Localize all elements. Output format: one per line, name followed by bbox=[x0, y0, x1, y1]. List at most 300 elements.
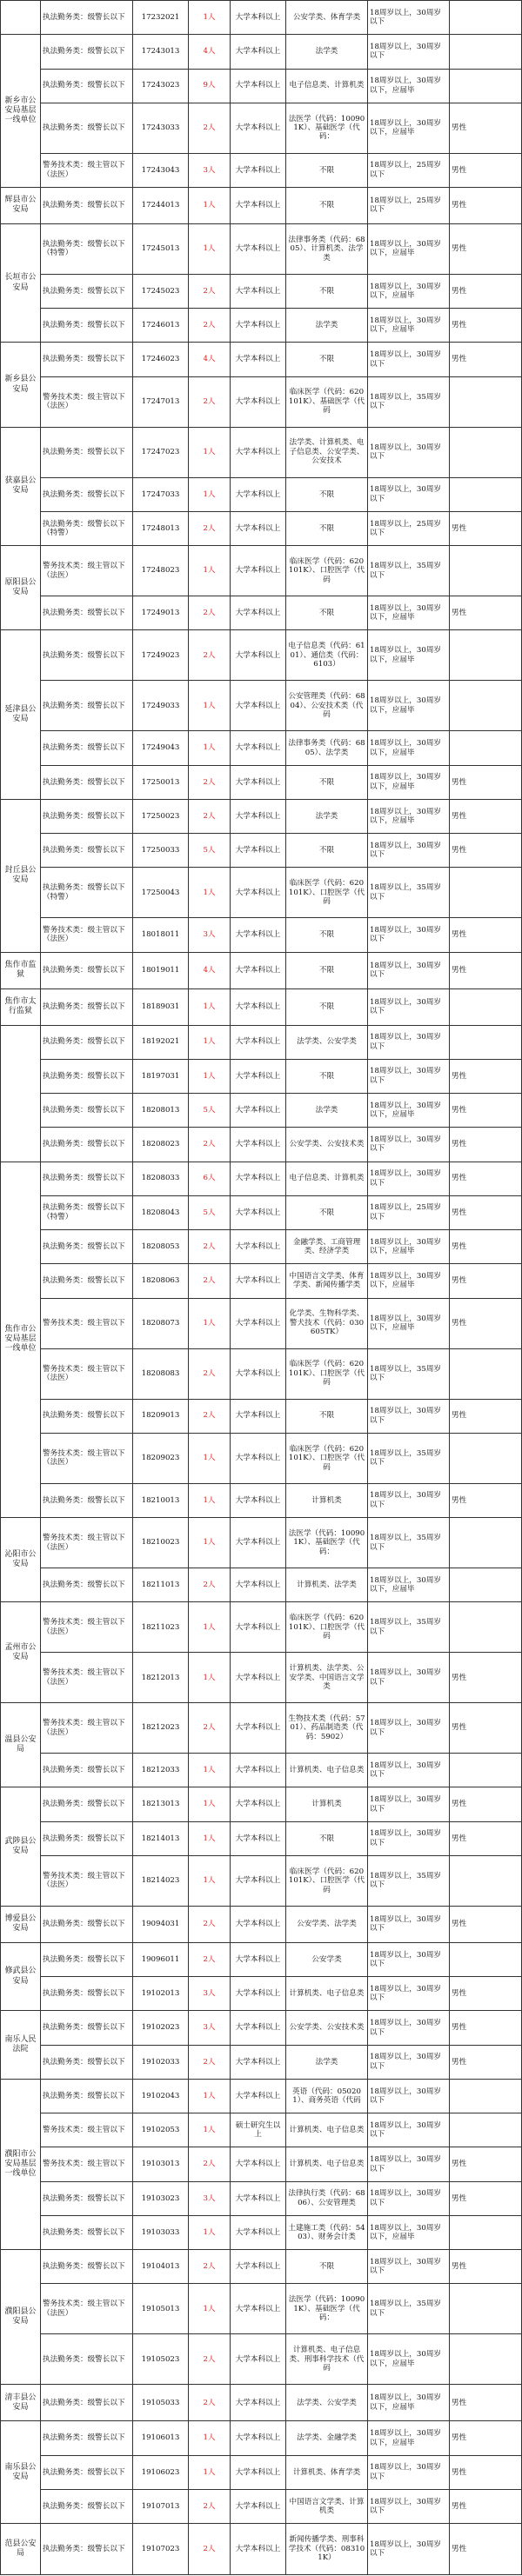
unit-name-cell: 焦作市公安局基层一线单位 bbox=[1, 1162, 41, 1517]
education-cell: 大学本科以上 bbox=[231, 799, 286, 833]
code-cell: 17243033 bbox=[133, 103, 189, 153]
table-row bbox=[1, 2489, 522, 2523]
table-row bbox=[1, 511, 522, 545]
count-cell: 2人 bbox=[189, 2147, 231, 2181]
code-cell: 19102013 bbox=[133, 1977, 189, 2011]
education-cell: 大学本科以上 bbox=[231, 2045, 286, 2079]
post-cell: 执法勤务类：级警长以下 bbox=[41, 1162, 133, 1195]
major-cell: 法学类 bbox=[286, 2045, 368, 2079]
table-row bbox=[1, 343, 522, 376]
code-cell: 19094031 bbox=[133, 1906, 189, 1942]
major-cell: 不限 bbox=[286, 1821, 368, 1855]
age-cell: 18周岁以上，30周岁以下 bbox=[368, 1787, 450, 1821]
requirement-cell: 男性 bbox=[450, 1195, 522, 1229]
requirement-cell bbox=[450, 630, 522, 681]
major-cell: 不限 bbox=[286, 274, 368, 308]
education-cell: 大学本科以上 bbox=[231, 1754, 286, 1787]
education-cell: 大学本科以上 bbox=[231, 1787, 286, 1821]
code-cell: 18208043 bbox=[133, 1195, 189, 1229]
table-row bbox=[1, 1787, 522, 1821]
requirement-cell: 男性 bbox=[450, 2181, 522, 2215]
code-cell: 18019011 bbox=[133, 952, 189, 988]
table-row bbox=[1, 2250, 522, 2284]
code-cell: 18210013 bbox=[133, 1483, 189, 1517]
code-cell: 18192021 bbox=[133, 1025, 189, 1059]
table-row bbox=[1, 2284, 522, 2334]
count-cell: 2人 bbox=[189, 799, 231, 833]
table-row bbox=[1, 2215, 522, 2249]
requirement-cell: 男性 bbox=[450, 2250, 522, 2284]
post-cell: 执法勤务类：级警长以下 bbox=[41, 1906, 133, 1942]
age-cell: 18周岁以上，30周岁以下 bbox=[368, 2079, 450, 2113]
major-cell: 法学类 bbox=[286, 1094, 368, 1128]
age-cell: 18周岁以上，35周岁以下 bbox=[368, 1602, 450, 1653]
education-cell: 大学本科以上 bbox=[231, 834, 286, 868]
education-cell: 大学本科以上 bbox=[231, 2250, 286, 2284]
post-cell: 警务技术类：级主管以下 bbox=[41, 1298, 133, 1348]
count-cell: 1人 bbox=[189, 2215, 231, 2249]
table-row bbox=[1, 2455, 522, 2489]
unit-name-cell: 温县公安局 bbox=[1, 1703, 41, 1787]
post-cell: 执法勤务类：级警长以下 bbox=[41, 1399, 133, 1433]
major-cell: 不限 bbox=[286, 477, 368, 511]
count-cell: 4人 bbox=[189, 343, 231, 376]
count-cell: 1人 bbox=[189, 1483, 231, 1517]
education-cell: 大学本科以上 bbox=[231, 274, 286, 308]
code-cell: 19104013 bbox=[133, 2250, 189, 2284]
age-cell: 18周岁以上，30周岁以下 bbox=[368, 988, 450, 1025]
education-cell: 大学本科以上 bbox=[231, 1399, 286, 1433]
education-cell: 大学本科以上 bbox=[231, 1483, 286, 1517]
count-cell: 1人 bbox=[189, 1518, 231, 1568]
table-row bbox=[1, 2334, 522, 2385]
code-cell: 19106023 bbox=[133, 2455, 189, 2489]
age-cell: 18周岁以上，30周岁以下，应届毕 bbox=[368, 731, 450, 765]
code-cell: 18212033 bbox=[133, 1754, 189, 1787]
education-cell: 大学本科以上 bbox=[231, 309, 286, 343]
education-cell: 大学本科以上 bbox=[231, 1855, 286, 1906]
post-cell: 执法勤务类：级警长以下 bbox=[41, 988, 133, 1025]
education-cell: 大学本科以上 bbox=[231, 1821, 286, 1855]
code-cell: 19107023 bbox=[133, 2524, 189, 2575]
requirement-cell: 男性 bbox=[450, 2147, 522, 2181]
code-cell: 19103023 bbox=[133, 2181, 189, 2215]
education-cell: 大学本科以上 bbox=[231, 1433, 286, 1483]
count-cell: 4人 bbox=[189, 35, 231, 69]
education-cell: 大学本科以上 bbox=[231, 2284, 286, 2334]
major-cell: 公安学类、公安技术类 bbox=[286, 1128, 368, 1162]
count-cell: 3人 bbox=[189, 1977, 231, 2011]
post-cell: 执法勤务类：级警长以下 bbox=[41, 2215, 133, 2249]
post-cell: 执法勤务类：级警长以下 bbox=[41, 2079, 133, 2113]
table-row bbox=[1, 2045, 522, 2079]
major-cell: 法医学（代码：100901K）、基础医学（代码： bbox=[286, 1518, 368, 1568]
post-cell: 执法勤务类：级警长以下 bbox=[41, 1230, 133, 1264]
post-cell: 执法勤务类：级警长以下 bbox=[41, 765, 133, 799]
post-cell: 警务技术类：级主管以下（法医） bbox=[41, 1703, 133, 1754]
unit-name-cell: 辉县市公安局 bbox=[1, 187, 41, 223]
post-cell: 执法勤务类：级警长以下 bbox=[41, 2421, 133, 2455]
age-cell: 18周岁以上，30周岁以下，应届毕 bbox=[368, 103, 450, 153]
major-cell: 临床医学（代码：620101K）、口腔医学（代码 bbox=[286, 1602, 368, 1653]
code-cell: 18197031 bbox=[133, 1059, 189, 1093]
code-cell: 18214023 bbox=[133, 1855, 189, 1906]
age-cell: 18周岁以上，35周岁以下 bbox=[368, 1855, 450, 1906]
requirement-cell: 男性 bbox=[450, 1653, 522, 1703]
major-cell: 不限 bbox=[286, 2250, 368, 2284]
code-cell: 19103013 bbox=[133, 2147, 189, 2181]
post-cell: 执法勤务类：级警长以下 bbox=[41, 2455, 133, 2489]
major-cell: 不限 bbox=[286, 834, 368, 868]
count-cell: 1人 bbox=[189, 1855, 231, 1906]
age-cell: 18周岁以上，30周岁以下，应届毕 bbox=[368, 223, 450, 274]
major-cell: 计算机类 bbox=[286, 1787, 368, 1821]
requirement-cell bbox=[450, 1942, 522, 1976]
table-row bbox=[1, 477, 522, 511]
post-cell: 警务技术类：级主管以下（法医） bbox=[41, 376, 133, 427]
post-cell: 执法勤务类：级警长以下 bbox=[41, 2045, 133, 2079]
requirement-cell: 男性 bbox=[450, 1821, 522, 1855]
count-cell: 1人 bbox=[189, 1298, 231, 1348]
table-row bbox=[1, 1483, 522, 1517]
count-cell: 2人 bbox=[189, 2385, 231, 2421]
age-cell: 18周岁以上，30周岁以下 bbox=[368, 1653, 450, 1703]
count-cell: 1人 bbox=[189, 1059, 231, 1093]
major-cell: 中国语言文学类、计算机类 bbox=[286, 2489, 368, 2523]
age-cell: 18周岁以上，30周岁以下 bbox=[368, 427, 450, 477]
major-cell: 中国语言文学类、体育学类、新闻传播学类 bbox=[286, 1264, 368, 1298]
code-cell: 17245013 bbox=[133, 223, 189, 274]
table-row bbox=[1, 2421, 522, 2455]
post-cell: 警务技术类：级主管以下（法医） bbox=[41, 1653, 133, 1703]
requirement-cell: 男性 bbox=[450, 1787, 522, 1821]
recruitment-table-body bbox=[1, 1, 522, 2575]
age-cell: 18周岁以上，30周岁以下 bbox=[368, 1128, 450, 1162]
unit-name-cell bbox=[1, 1025, 41, 1162]
age-cell: 18周岁以上，30周岁以下 bbox=[368, 1942, 450, 1976]
education-cell: 大学本科以上 bbox=[231, 1703, 286, 1754]
requirement-cell: 男性 bbox=[450, 1059, 522, 1093]
table-row bbox=[1, 868, 522, 918]
age-cell: 18周岁以上，30周岁以下 bbox=[368, 1162, 450, 1195]
major-cell: 临床医学（代码：620101K）、口腔医学（代码 bbox=[286, 868, 368, 918]
major-cell: 法医学（代码：100901K）、基础医学（代码： bbox=[286, 103, 368, 153]
post-cell: 执法勤务类：级警长以下 bbox=[41, 1787, 133, 1821]
requirement-cell bbox=[450, 1433, 522, 1483]
unit-name-cell: 清丰县公安局 bbox=[1, 2385, 41, 2421]
requirement-cell bbox=[450, 69, 522, 103]
requirement-cell: 男性 bbox=[450, 1703, 522, 1754]
requirement-cell: 男性 bbox=[450, 1264, 522, 1298]
age-cell: 18周岁以上，30周岁以下，应届毕 bbox=[368, 596, 450, 630]
major-cell: 法学类、金融学类 bbox=[286, 2421, 368, 2455]
requirement-cell bbox=[450, 681, 522, 731]
age-cell: 18周岁以上，30周岁以下，应届毕 bbox=[368, 69, 450, 103]
education-cell: 大学本科以上 bbox=[231, 153, 286, 187]
major-cell: 生物技术类（代码：5701）、药品制造类（代码：5902） bbox=[286, 1703, 368, 1754]
major-cell: 不限 bbox=[286, 1399, 368, 1433]
post-cell: 执法勤务类：级警长以下 bbox=[41, 1025, 133, 1059]
code-cell: 19102053 bbox=[133, 2113, 189, 2147]
education-cell: 大学本科以上 bbox=[231, 1977, 286, 2011]
post-cell: 执法勤务类：级警长以下 bbox=[41, 2334, 133, 2385]
table-row bbox=[1, 1128, 522, 1162]
count-cell: 2人 bbox=[189, 630, 231, 681]
age-cell: 18周岁以上，30周岁以下，应届毕 bbox=[368, 2421, 450, 2455]
requirement-cell bbox=[450, 1602, 522, 1653]
post-cell: 执法勤务类：级警长以下 bbox=[41, 1059, 133, 1093]
code-cell: 19107013 bbox=[133, 2489, 189, 2523]
education-cell: 大学本科以上 bbox=[231, 1195, 286, 1229]
requirement-cell bbox=[450, 2113, 522, 2147]
table-row bbox=[1, 1348, 522, 1399]
major-cell: 法学类 bbox=[286, 309, 368, 343]
requirement-cell: 男性 bbox=[450, 511, 522, 545]
requirement-cell bbox=[450, 427, 522, 477]
code-cell: 17249013 bbox=[133, 596, 189, 630]
count-cell: 3人 bbox=[189, 2181, 231, 2215]
unit-name-cell: 焦作市太行监狱 bbox=[1, 988, 41, 1025]
count-cell: 5人 bbox=[189, 834, 231, 868]
count-cell: 2人 bbox=[189, 2250, 231, 2284]
major-cell: 计算机类、电子信息类、刑事科学技术（代码 bbox=[286, 2334, 368, 2385]
table-row bbox=[1, 1433, 522, 1483]
requirement-cell: 男性 bbox=[450, 1128, 522, 1162]
requirement-cell: 男性 bbox=[450, 1399, 522, 1433]
education-cell: 大学本科以上 bbox=[231, 1094, 286, 1128]
education-cell: 大学本科以上 bbox=[231, 1059, 286, 1093]
post-cell: 执法勤务类：级警长以下 bbox=[41, 69, 133, 103]
major-cell: 计算机类、电子信息类 bbox=[286, 1977, 368, 2011]
code-cell: 17232021 bbox=[133, 1, 189, 35]
code-cell: 17248023 bbox=[133, 546, 189, 596]
count-cell: 1人 bbox=[189, 427, 231, 477]
age-cell: 18周岁以上，30周岁以下，应届毕 bbox=[368, 630, 450, 681]
major-cell: 公安管理类（代码：6804）、公安技术类（代码 bbox=[286, 681, 368, 731]
post-cell: 执法勤务类：级警长以下 bbox=[41, 103, 133, 153]
age-cell: 18周岁以上，30周岁以下 bbox=[368, 1025, 450, 1059]
education-cell: 大学本科以上 bbox=[231, 223, 286, 274]
major-cell: 不限 bbox=[286, 187, 368, 223]
code-cell: 19102043 bbox=[133, 2079, 189, 2113]
age-cell: 18周岁以上，30周岁以下 bbox=[368, 1703, 450, 1754]
table-row bbox=[1, 1264, 522, 1298]
code-cell: 18209023 bbox=[133, 1433, 189, 1483]
count-cell: 2人 bbox=[189, 511, 231, 545]
age-cell: 18周岁以上，30周岁以下，应届毕 bbox=[368, 1298, 450, 1348]
code-cell: 17249033 bbox=[133, 681, 189, 731]
table-row bbox=[1, 1094, 522, 1128]
count-cell: 1人 bbox=[189, 1754, 231, 1787]
count-cell: 1人 bbox=[189, 731, 231, 765]
count-cell: 2人 bbox=[189, 596, 231, 630]
code-cell: 19096011 bbox=[133, 1942, 189, 1976]
post-cell: 执法勤务类：级警长以下 bbox=[41, 1128, 133, 1162]
table-row bbox=[1, 1977, 522, 2011]
age-cell: 18周岁以上，30周岁以下，应届毕 bbox=[368, 799, 450, 833]
code-cell: 18208053 bbox=[133, 1230, 189, 1264]
count-cell: 1人 bbox=[189, 2284, 231, 2334]
major-cell: 临床医学（代码：620101K）、口腔医学（代码 bbox=[286, 546, 368, 596]
unit-name-cell bbox=[1, 1, 41, 35]
requirement-cell: 男性 bbox=[450, 1162, 522, 1195]
age-cell: 18周岁以上，30周岁以下 bbox=[368, 1906, 450, 1942]
post-cell: 执法勤务类：级警长以下 bbox=[41, 2011, 133, 2045]
table-row bbox=[1, 2524, 522, 2575]
unit-name-cell: 新乡县公安局 bbox=[1, 343, 41, 427]
major-cell: 公安学类、体育学类 bbox=[286, 1, 368, 35]
code-cell: 18212023 bbox=[133, 1703, 189, 1754]
requirement-cell: 男性 bbox=[450, 2385, 522, 2421]
post-cell: 警务技术类：级主管以下（法医） bbox=[41, 918, 133, 952]
count-cell: 2人 bbox=[189, 2489, 231, 2523]
requirement-cell: 男性 bbox=[450, 343, 522, 376]
code-cell: 18211013 bbox=[133, 1568, 189, 1602]
age-cell: 18周岁以上，30周岁以下 bbox=[368, 477, 450, 511]
table-row bbox=[1, 1230, 522, 1264]
major-cell: 金融学类、工商管理类、经济学类 bbox=[286, 1230, 368, 1264]
major-cell: 不限 bbox=[286, 153, 368, 187]
table-row bbox=[1, 918, 522, 952]
age-cell: 18周岁以上，30周岁以下 bbox=[368, 2113, 450, 2147]
age-cell: 18周岁以上，30周岁以下 bbox=[368, 2181, 450, 2215]
education-cell: 大学本科以上 bbox=[231, 1128, 286, 1162]
education-cell: 大学本科以上 bbox=[231, 1162, 286, 1195]
code-cell: 19105033 bbox=[133, 2385, 189, 2421]
major-cell: 法律事务类（代码：6805）、法学类 bbox=[286, 731, 368, 765]
age-cell: 18周岁以上，30周岁以下 bbox=[368, 1754, 450, 1787]
post-cell: 执法勤务类：级警长以下 bbox=[41, 477, 133, 511]
post-cell: 执法勤务类：级警长以下 bbox=[41, 343, 133, 376]
post-cell: 执法勤务类：级警长以下 bbox=[41, 427, 133, 477]
requirement-cell: 男性 bbox=[450, 153, 522, 187]
count-cell: 1人 bbox=[189, 1602, 231, 1653]
code-cell: 18214013 bbox=[133, 1821, 189, 1855]
major-cell: 法医学（代码：100901K）、基础医学（代码： bbox=[286, 2284, 368, 2334]
unit-name-cell: 武陟县公安局 bbox=[1, 1787, 41, 1906]
education-cell: 大学本科以上 bbox=[231, 868, 286, 918]
code-cell: 17247033 bbox=[133, 477, 189, 511]
age-cell: 18周岁以上，30周岁以下 bbox=[368, 1, 450, 35]
table-row bbox=[1, 376, 522, 427]
table-row bbox=[1, 952, 522, 988]
post-cell: 执法勤务类：级警长以下（特警） bbox=[41, 1195, 133, 1229]
post-cell: 警务技术类：级主管以下（法医） bbox=[41, 1433, 133, 1483]
table-row bbox=[1, 1855, 522, 1906]
count-cell: 1人 bbox=[189, 681, 231, 731]
major-cell: 法学类 bbox=[286, 35, 368, 69]
age-cell: 18周岁以上，30周岁以下 bbox=[368, 2011, 450, 2045]
major-cell: 不限 bbox=[286, 1195, 368, 1229]
major-cell: 临床医学（代码：620101K）、口腔医学（代码 bbox=[286, 1348, 368, 1399]
post-cell: 执法勤务类：级警长以下 bbox=[41, 35, 133, 69]
education-cell: 大学本科以上 bbox=[231, 187, 286, 223]
education-cell: 大学本科以上 bbox=[231, 1298, 286, 1348]
education-cell: 大学本科以上 bbox=[231, 731, 286, 765]
count-cell: 3人 bbox=[189, 2011, 231, 2045]
count-cell: 3人 bbox=[189, 153, 231, 187]
major-cell: 新闻传播学类、刑事科学技术（代码：083101K） bbox=[286, 2524, 368, 2575]
table-row bbox=[1, 834, 522, 868]
table-row bbox=[1, 630, 522, 681]
code-cell: 19102023 bbox=[133, 2011, 189, 2045]
education-cell: 大学本科以上 bbox=[231, 630, 286, 681]
age-cell: 18周岁以上，30周岁以下，应届毕 bbox=[368, 2385, 450, 2421]
age-cell: 18周岁以上，30周岁以下，应届毕 bbox=[368, 1230, 450, 1264]
requirement-cell: 男性 bbox=[450, 1230, 522, 1264]
major-cell: 不限 bbox=[286, 596, 368, 630]
requirement-cell: 男性 bbox=[450, 1906, 522, 1942]
unit-name-cell: 孟州市公安局 bbox=[1, 1602, 41, 1703]
table-row bbox=[1, 1399, 522, 1433]
age-cell: 18周岁以上，30周岁以下 bbox=[368, 952, 450, 988]
education-cell: 硕士研究生以上 bbox=[231, 2113, 286, 2147]
major-cell: 不限 bbox=[286, 952, 368, 988]
post-cell: 执法勤务类：级警长以下（特警） bbox=[41, 223, 133, 274]
age-cell: 18周岁以上，30周岁以下 bbox=[368, 2524, 450, 2575]
requirement-cell: 男性 bbox=[450, 187, 522, 223]
age-cell: 18周岁以上，30周岁以下，应届毕 bbox=[368, 2334, 450, 2385]
education-cell: 大学本科以上 bbox=[231, 596, 286, 630]
count-cell: 2人 bbox=[189, 1264, 231, 1298]
count-cell: 6人 bbox=[189, 1162, 231, 1195]
requirement-cell: 男性 bbox=[450, 2524, 522, 2575]
major-cell: 计算机类 bbox=[286, 1483, 368, 1517]
requirement-cell: 男性 bbox=[450, 274, 522, 308]
code-cell: 17246023 bbox=[133, 343, 189, 376]
age-cell: 18周岁以上，25周岁以下 bbox=[368, 153, 450, 187]
education-cell: 大学本科以上 bbox=[231, 2489, 286, 2523]
unit-name-cell: 沁阳市公安局 bbox=[1, 1518, 41, 1602]
unit-name-cell: 原阳县公安局 bbox=[1, 546, 41, 630]
major-cell: 计算机类、体育学类 bbox=[286, 2455, 368, 2489]
table-row bbox=[1, 799, 522, 833]
education-cell: 大学本科以上 bbox=[231, 2334, 286, 2385]
table-row bbox=[1, 1821, 522, 1855]
age-cell: 18周岁以上，30周岁以下 bbox=[368, 1399, 450, 1433]
major-cell: 法学类 bbox=[286, 799, 368, 833]
code-cell: 17243043 bbox=[133, 153, 189, 187]
education-cell: 大学本科以上 bbox=[231, 2011, 286, 2045]
post-cell: 执法勤务类：级警长以下 bbox=[41, 1, 133, 35]
code-cell: 17247023 bbox=[133, 427, 189, 477]
requirement-cell: 男性 bbox=[450, 103, 522, 153]
unit-name-cell: 新乡市公安局基层一线单位 bbox=[1, 35, 41, 188]
age-cell: 18周岁以上，30周岁以下，应届毕 bbox=[368, 1568, 450, 1602]
count-cell: 5人 bbox=[189, 1094, 231, 1128]
age-cell: 18周岁以上，35周岁以下 bbox=[368, 868, 450, 918]
count-cell: 2人 bbox=[189, 2045, 231, 2079]
education-cell: 大学本科以上 bbox=[231, 1264, 286, 1298]
requirement-cell bbox=[450, 1855, 522, 1906]
post-cell: 执法勤务类：级警长以下 bbox=[41, 952, 133, 988]
table-row bbox=[1, 1602, 522, 1653]
table-row bbox=[1, 731, 522, 765]
code-cell: 17250023 bbox=[133, 799, 189, 833]
count-cell: 2人 bbox=[189, 1568, 231, 1602]
education-cell: 大学本科以上 bbox=[231, 918, 286, 952]
count-cell: 9人 bbox=[189, 69, 231, 103]
post-cell: 执法勤务类：级警长以下 bbox=[41, 274, 133, 308]
table-row bbox=[1, 427, 522, 477]
code-cell: 18208023 bbox=[133, 1128, 189, 1162]
age-cell: 18周岁以上，25周岁以下 bbox=[368, 1195, 450, 1229]
count-cell: 5人 bbox=[189, 1195, 231, 1229]
education-cell: 大学本科以上 bbox=[231, 952, 286, 988]
count-cell: 4人 bbox=[189, 952, 231, 988]
code-cell: 17244013 bbox=[133, 187, 189, 223]
education-cell: 大学本科以上 bbox=[231, 1230, 286, 1264]
